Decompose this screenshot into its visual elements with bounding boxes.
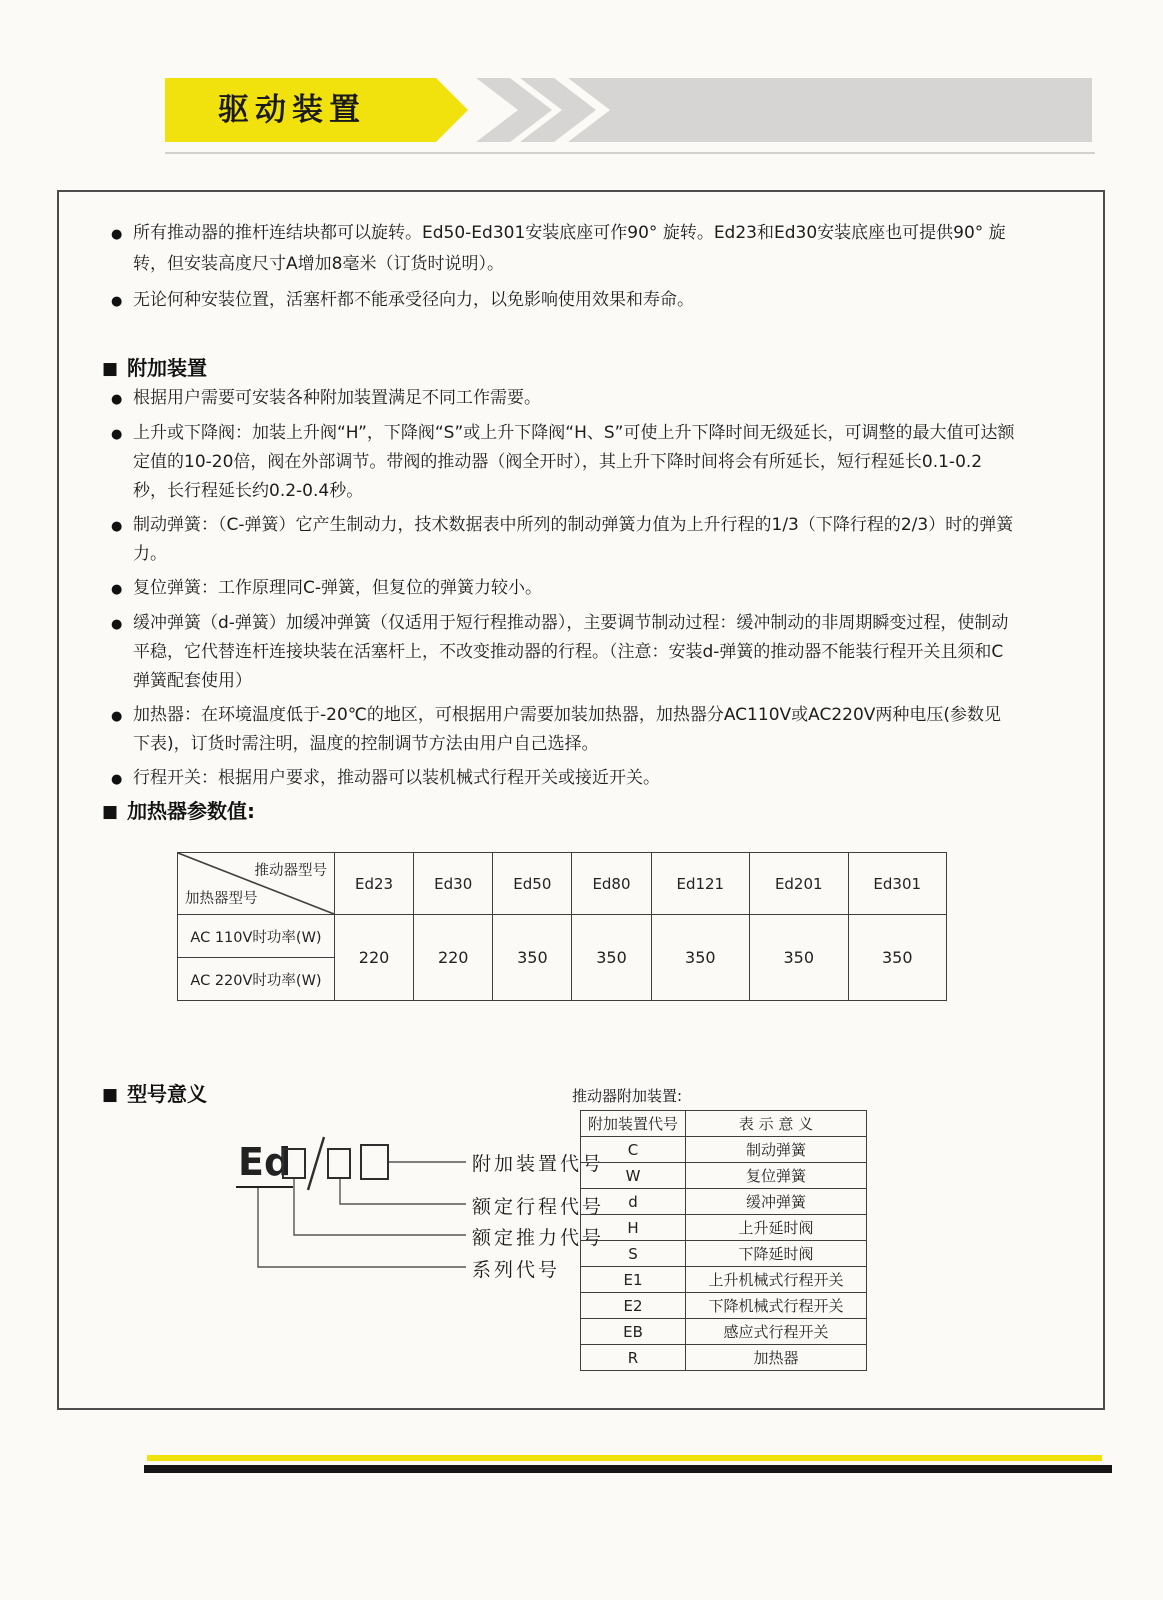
column-header: Ed301 <box>848 853 947 915</box>
meaning-cell: 下降机械式行程开关 <box>686 1293 867 1319</box>
bullet-icon: ● <box>111 709 123 724</box>
column-header: Ed23 <box>335 853 414 915</box>
table-row <box>581 1215 867 1241</box>
table-row <box>581 1189 867 1215</box>
heater-params-table <box>177 852 947 1001</box>
list-item <box>111 609 1016 696</box>
list-item <box>111 574 1016 604</box>
code-box-thrust <box>282 1148 306 1179</box>
column-header: 表 示 意 义 <box>686 1111 867 1137</box>
code-cell: EB <box>581 1319 686 1345</box>
code-cell: S <box>581 1241 686 1267</box>
meaning-cell: 制动弹簧 <box>686 1137 867 1163</box>
corner-label-bottom: 加热器型号 <box>185 891 258 907</box>
meaning-cell: 感应式行程开关 <box>686 1319 867 1345</box>
list-item <box>111 419 1016 506</box>
code-cell: C <box>581 1137 686 1163</box>
list-item <box>111 218 1016 280</box>
bullet-text: 行程开关：根据用户要求，推动器可以装机械式行程开关或接近开关。 <box>133 768 660 788</box>
table-row <box>581 1319 867 1345</box>
section-title-attachments <box>102 352 207 381</box>
code-box-stroke <box>327 1148 351 1179</box>
footer-black-stripe <box>144 1465 1112 1473</box>
column-header: Ed80 <box>572 853 651 915</box>
list-item <box>111 511 1016 569</box>
table-row <box>581 1293 867 1319</box>
code-box-attachment <box>360 1144 389 1180</box>
table-row <box>581 1241 867 1267</box>
attachments-bullet-list <box>111 384 1016 799</box>
code-cell: R <box>581 1345 686 1371</box>
section-title-text: 加热器参数值: <box>127 799 256 823</box>
meaning-cell: 上升机械式行程开关 <box>686 1267 867 1293</box>
table-row <box>581 1163 867 1189</box>
section-title-heater-params <box>102 795 255 824</box>
footer-yellow-stripe <box>147 1455 1102 1461</box>
table-row <box>581 1345 867 1371</box>
section-title-model-meaning <box>102 1078 207 1107</box>
column-header: Ed30 <box>414 853 493 915</box>
meaning-cell: 缓冲弹簧 <box>686 1189 867 1215</box>
gray-bar <box>568 78 1092 142</box>
column-header: Ed121 <box>651 853 749 915</box>
series-prefix: Ed <box>236 1140 293 1188</box>
code-cell: H <box>581 1215 686 1241</box>
code-cell: W <box>581 1163 686 1189</box>
table-cell: 350 <box>750 915 848 1001</box>
code-cell: d <box>581 1189 686 1215</box>
column-header: Ed201 <box>750 853 848 915</box>
diagram-label-attachment: 附加装置代号 <box>472 1153 605 1175</box>
bullet-icon: ● <box>111 392 123 407</box>
bullet-icon: ● <box>111 519 123 534</box>
diagram-label-thrust: 额定推力代号 <box>472 1227 605 1249</box>
header-divider <box>165 152 1095 154</box>
bullet-icon: ● <box>111 617 123 632</box>
table-cell: 350 <box>572 915 651 1001</box>
table-row <box>581 1137 867 1163</box>
bullet-text: 缓冲弹簧（d-弹簧）加缓冲弹簧（仅适用于短行程推动器），主要调节制动过程：缓冲制动的非周期瞬变过程，使制动平稳，它代替连杆连接块装在活塞杆上，不改变推动器的行程。（注意：安装d-弹簧的推动器不能装行程开关且须和C弹簧配套使用） <box>133 613 1009 691</box>
bullet-icon: ● <box>111 772 123 787</box>
table-header-row <box>178 853 947 915</box>
bullet-text: 加热器：在环境温度低于-20℃的地区，可根据用户需要加装加热器，加热器分AC110V或AC220V两种电压(参数见下表)，订货时需注明，温度的控制调节方法由用户自己选择。 <box>133 705 1002 754</box>
code-cell: E2 <box>581 1293 686 1319</box>
content-box <box>57 190 1105 1410</box>
list-item <box>111 384 1016 414</box>
bullet-icon: ● <box>111 427 123 442</box>
table-row <box>178 915 947 958</box>
column-header: 附加装置代号 <box>581 1111 686 1137</box>
list-item <box>111 764 1016 794</box>
list-item <box>111 701 1016 759</box>
diagram-label-series: 系列代号 <box>472 1259 561 1281</box>
code-cell: E1 <box>581 1267 686 1293</box>
attachment-codes-table <box>580 1110 867 1371</box>
table-row <box>581 1267 867 1293</box>
diagram-label-stroke: 额定行程代号 <box>472 1196 605 1218</box>
page-title: 驱动装置 <box>218 92 366 128</box>
corner-label-top: 推动器型号 <box>254 863 327 879</box>
table-cell: 220 <box>414 915 493 1001</box>
meaning-cell: 加热器 <box>686 1345 867 1371</box>
bullet-text: 所有推动器的推杆连结块都可以旋转。Ed50-Ed301安装底座可作90° 旋转。Ed23和Ed30安装底座也可提供90° 旋转，但安装高度尺寸A增加8毫米（订货时说明）。 <box>133 223 1006 274</box>
table-cell: 350 <box>651 915 749 1001</box>
square-bullet-icon: ■ <box>102 802 119 822</box>
meaning-cell: 下降延时阀 <box>686 1241 867 1267</box>
table-cell: 350 <box>848 915 947 1001</box>
table-cell: 350 <box>493 915 572 1001</box>
bullet-text: 复位弹簧：工作原理同C-弹簧，但复位的弹簧力较小。 <box>133 578 543 598</box>
row-label: AC 220V时功率(W) <box>178 958 335 1001</box>
list-item <box>111 285 1016 317</box>
row-label: AC 110V时功率(W) <box>178 915 335 958</box>
table-cell: 220 <box>335 915 414 1001</box>
intro-bullet-list <box>111 218 1016 322</box>
table-header-row <box>581 1111 867 1137</box>
bullet-icon: ● <box>111 294 123 309</box>
diagonal-corner-cell <box>178 853 335 915</box>
bullet-text: 无论何种安装位置，活塞杆都不能承受径向力，以免影响使用效果和寿命。 <box>133 290 694 310</box>
section-title-text: 附加装置 <box>127 356 208 380</box>
bullet-icon: ● <box>111 227 123 242</box>
codes-table-title: 推动器附加装置: <box>572 1087 683 1105</box>
bullet-text: 根据用户需要可安装各种附加装置满足不同工作需要。 <box>133 388 541 408</box>
square-bullet-icon: ■ <box>102 359 119 379</box>
column-header: Ed50 <box>493 853 572 915</box>
square-bullet-icon: ■ <box>102 1085 119 1105</box>
bullet-text: 制动弹簧：（C-弹簧）它产生制动力，技术数据表中所列的制动弹簧力值为上升行程的1/3（下降行程的2/3）时的弹簧力。 <box>133 515 1014 564</box>
section-title-text: 型号意义 <box>127 1082 208 1106</box>
bullet-icon: ● <box>111 582 123 597</box>
bullet-text: 上升或下降阀：加装上升阀“H”，下降阀“S”或上升下降阀“H、S”可使上升下降时间无级延长，可调整的最大值可达额定值的10-20倍，阀在外部调节。带阀的推动器（阀全开时），其上升下降时间将会有所延长，短行程延长0.1-0.2秒，长行程延长约0.2-0.4秒。 <box>133 423 1015 501</box>
meaning-cell: 上升延时阀 <box>686 1215 867 1241</box>
meaning-cell: 复位弹簧 <box>686 1163 867 1189</box>
